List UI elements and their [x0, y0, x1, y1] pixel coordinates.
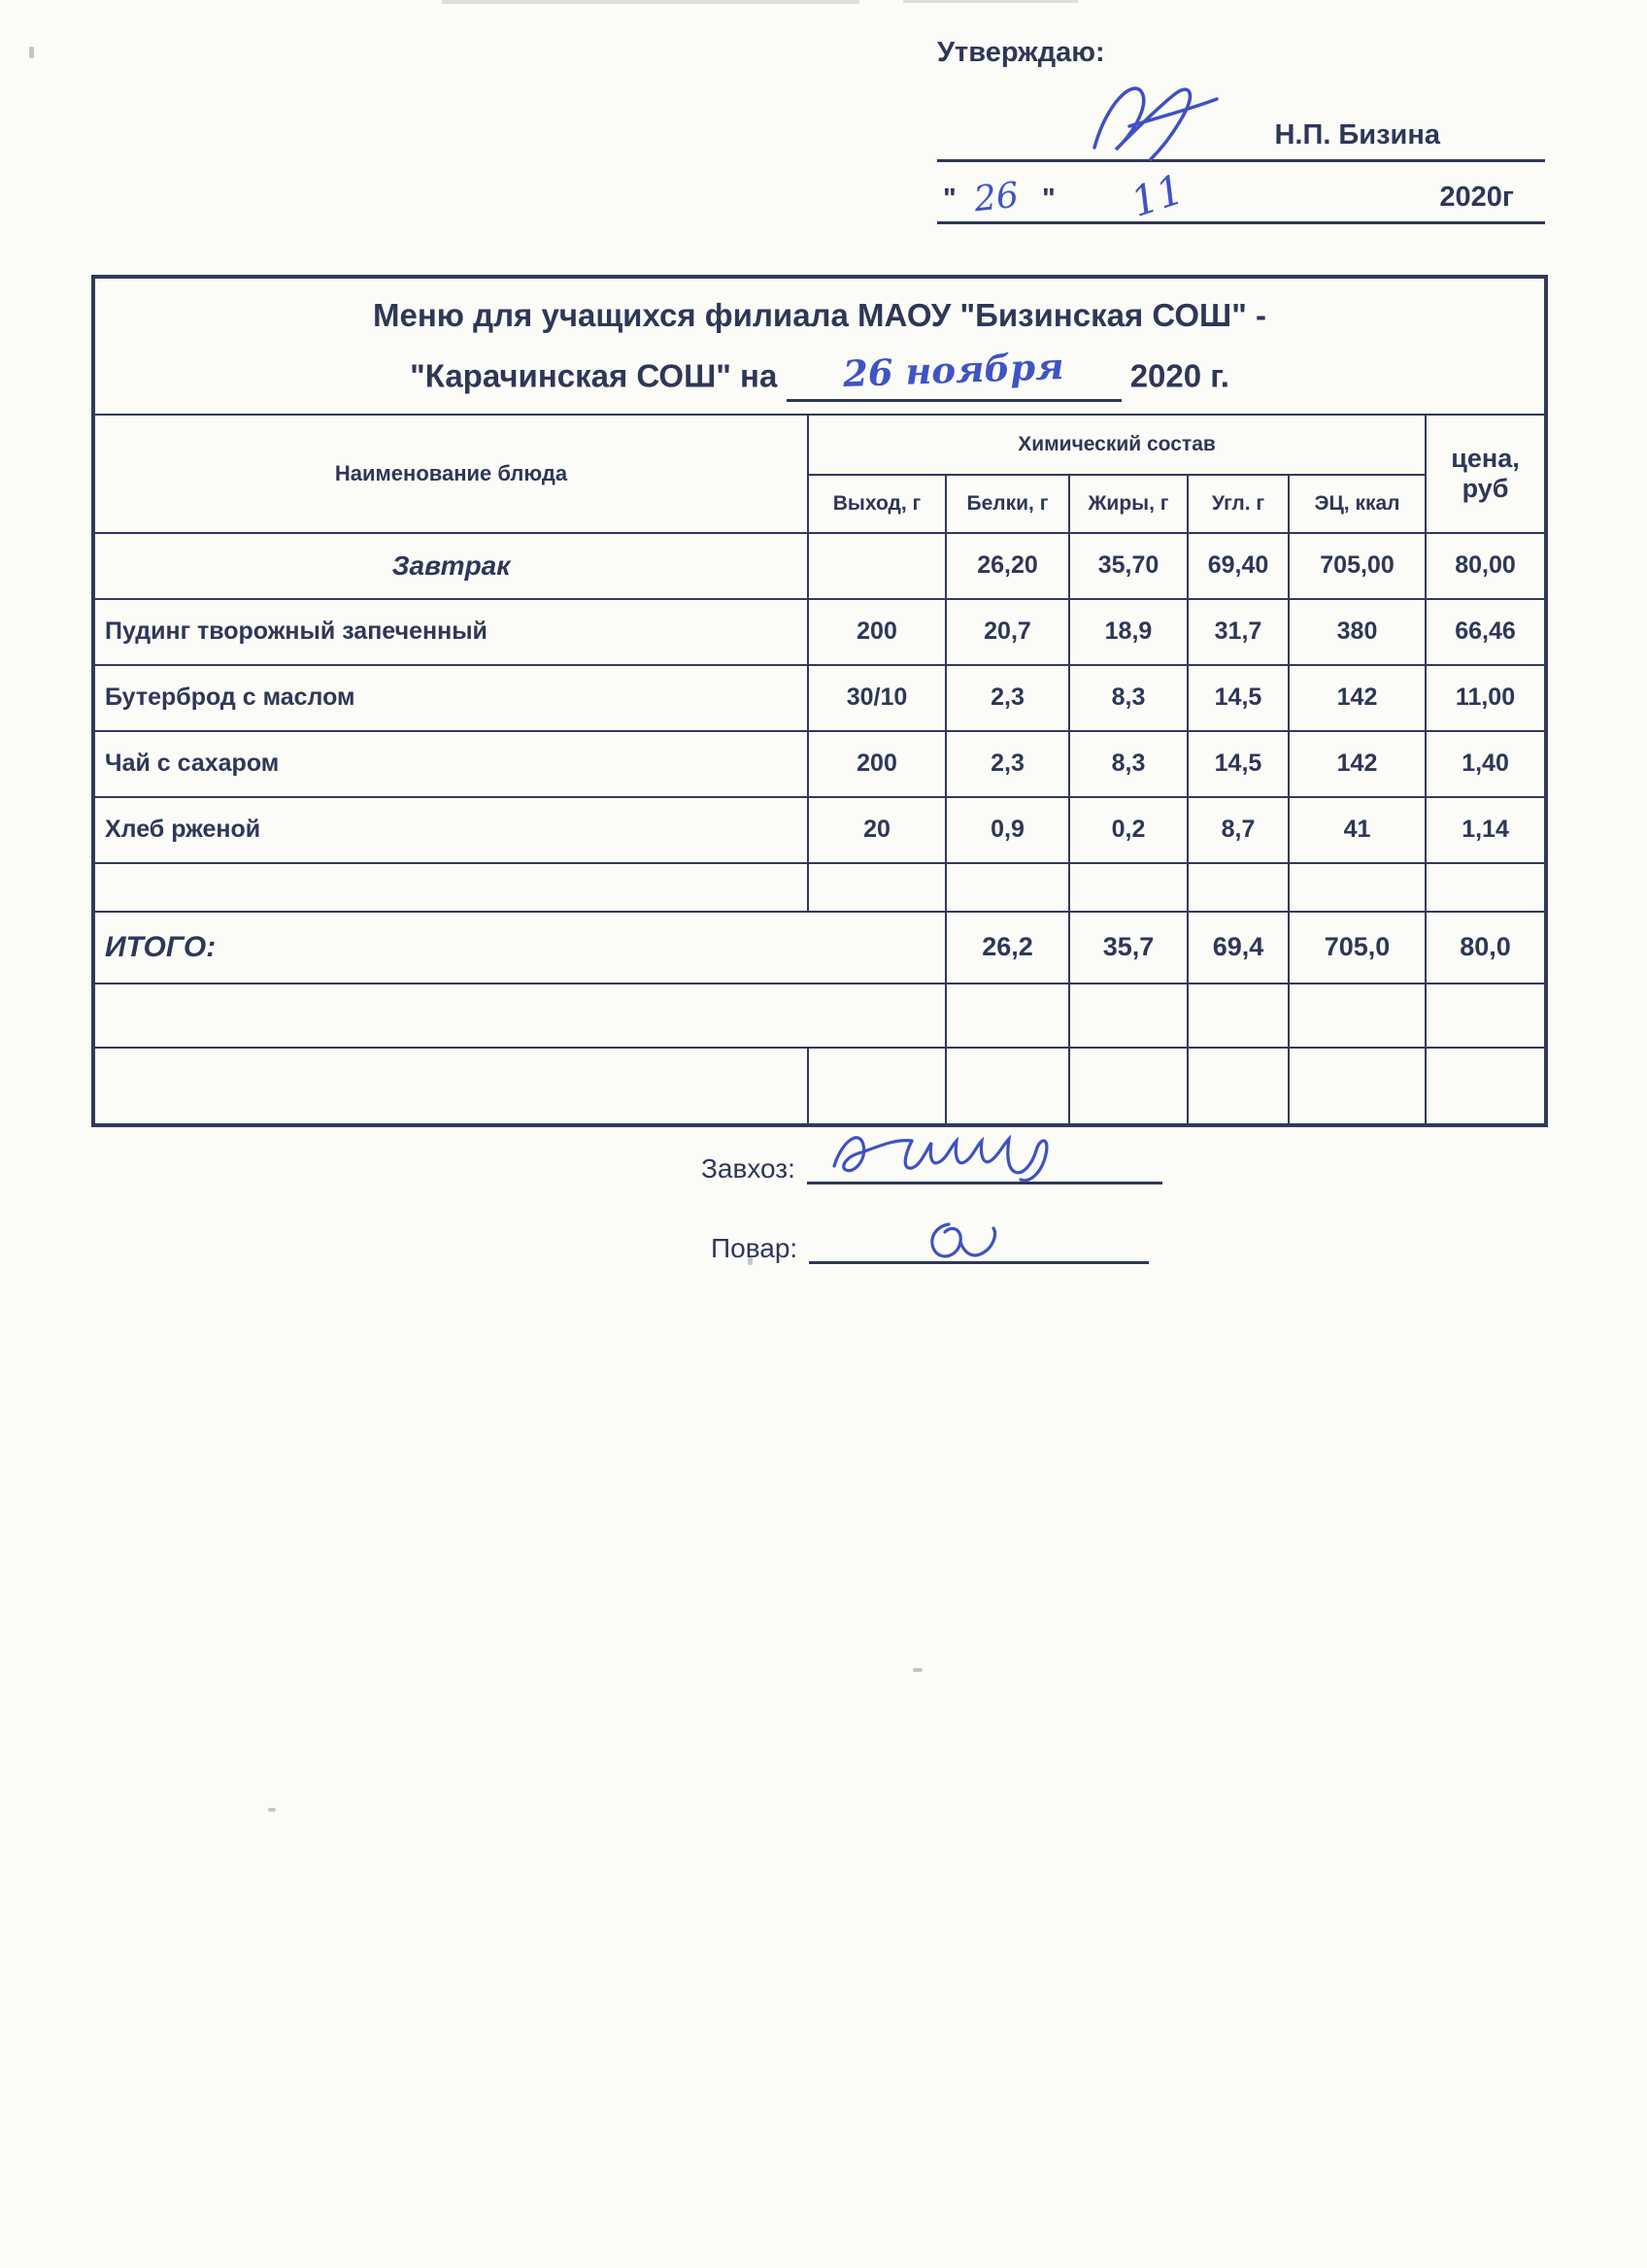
cell-ugl: 14,5: [1188, 665, 1289, 731]
povar-signature: [916, 1207, 1003, 1269]
empty-row: [93, 984, 1546, 1048]
cell-belki: 26,20: [946, 533, 1069, 599]
cell-vyhod: 200: [808, 599, 946, 665]
dish-name: Чай с сахаром: [93, 731, 808, 797]
table-row: [93, 665, 1546, 731]
handwritten-title-date: 26 ноября: [787, 342, 1122, 402]
cell-zhiry: 8,3: [1069, 731, 1188, 797]
dish-name: Бутерброд с маслом: [93, 665, 808, 731]
zavhoz-signature: [826, 1114, 1069, 1189]
cell-price: 1,40: [1426, 731, 1546, 797]
approval-signature: [1073, 72, 1228, 169]
cell-ugl: 14,5: [1188, 731, 1289, 797]
menu-title-line1: Меню для учащихся филиала МАОУ "Бизинская СОШ" -: [373, 297, 1267, 333]
cell-zhiry: 35,70: [1069, 533, 1188, 599]
scan-artifact: [268, 1808, 276, 1812]
approval-signature-row: [937, 69, 1545, 162]
povar-signature-row: [711, 1225, 1149, 1264]
table-row-breakfast: [93, 533, 1546, 599]
cell-ec: 705,0: [1289, 912, 1426, 984]
column-header-belki: Белки, г: [946, 475, 1069, 533]
povar-signature-line: [809, 1225, 1149, 1264]
cell-zhiry: 35,7: [1069, 912, 1188, 984]
dish-name: Пудинг творожный запеченный: [93, 599, 808, 665]
cell-zhiry: 18,9: [1069, 599, 1188, 665]
menu-title: [93, 277, 1546, 415]
signatory-name: Н.П. Бизина: [1274, 119, 1440, 150]
cell-price: 80,00: [1426, 533, 1546, 599]
cell-zhiry: 0,2: [1069, 797, 1188, 863]
cell-ugl: 69,4: [1188, 912, 1289, 984]
cell-vyhod: 200: [808, 731, 946, 797]
cell-price: 66,46: [1426, 599, 1546, 665]
cell-price: 80,0: [1426, 912, 1546, 984]
table-row: [93, 731, 1546, 797]
cell-belki: 2,3: [946, 665, 1069, 731]
cell-ugl: 31,7: [1188, 599, 1289, 665]
zavhoz-label: Завхоз:: [701, 1153, 795, 1184]
meal-name: Завтрак: [93, 533, 808, 599]
cell-belki: 26,2: [946, 912, 1069, 984]
cell-ec: 41: [1289, 797, 1426, 863]
cell-vyhod: 30/10: [808, 665, 946, 731]
cell-ec: 142: [1289, 731, 1426, 797]
cell-belki: 2,3: [946, 731, 1069, 797]
total-label: ИТОГО:: [93, 912, 946, 984]
scan-artifact: [903, 0, 1078, 3]
menu-table: [91, 275, 1548, 1127]
cell-belki: 0,9: [946, 797, 1069, 863]
approval-date-row: [937, 162, 1545, 227]
dish-name: Хлеб рженой: [93, 797, 808, 863]
column-header-vyhod: Выход, г: [808, 475, 946, 533]
handwritten-month: 11: [1125, 164, 1190, 227]
empty-row: [93, 863, 1546, 912]
table-row: [93, 599, 1546, 665]
scan-artifact: [442, 0, 859, 4]
table-row: [93, 797, 1546, 863]
cell-ec: 705,00: [1289, 533, 1426, 599]
cell-ec: 380: [1289, 599, 1426, 665]
cell-ec: 142: [1289, 665, 1426, 731]
cell-zhiry: 8,3: [1069, 665, 1188, 731]
scan-artifact: [913, 1668, 923, 1672]
table-row-total: [93, 912, 1546, 984]
cell-ugl: 8,7: [1188, 797, 1289, 863]
approval-block: [937, 37, 1545, 227]
column-header-zhiry: Жиры, г: [1069, 475, 1188, 533]
empty-row: [93, 1048, 1546, 1125]
column-header-ugl: Угл. г: [1188, 475, 1289, 533]
approval-label: Утверждаю:: [937, 37, 1105, 68]
cell-ugl: 69,40: [1188, 533, 1289, 599]
cell-vyhod: 20: [808, 797, 946, 863]
column-header-dish: Наименование блюда: [93, 415, 808, 533]
cell-belki: 20,7: [946, 599, 1069, 665]
menu-title-line2: "Карачинская СОШ" на 26 ноября 2020 г.: [103, 342, 1536, 402]
column-header-price: цена, руб: [1426, 415, 1546, 533]
column-header-ec: ЭЦ, ккал: [1289, 475, 1426, 533]
open-quote: ": [943, 183, 957, 215]
scan-artifact: [29, 47, 34, 58]
povar-label: Повар:: [711, 1233, 798, 1263]
column-header-chemical: Химический состав: [808, 415, 1426, 475]
cell-price: 11,00: [1426, 665, 1546, 731]
handwritten-day: 26: [971, 175, 1021, 220]
zavhoz-signature-row: [701, 1146, 1162, 1184]
empty-cell: [808, 533, 946, 599]
approval-year: 2020г: [1439, 182, 1514, 213]
zavhoz-signature-line: [807, 1146, 1162, 1184]
close-quote: ": [1042, 183, 1056, 215]
cell-price: 1,14: [1426, 797, 1546, 863]
